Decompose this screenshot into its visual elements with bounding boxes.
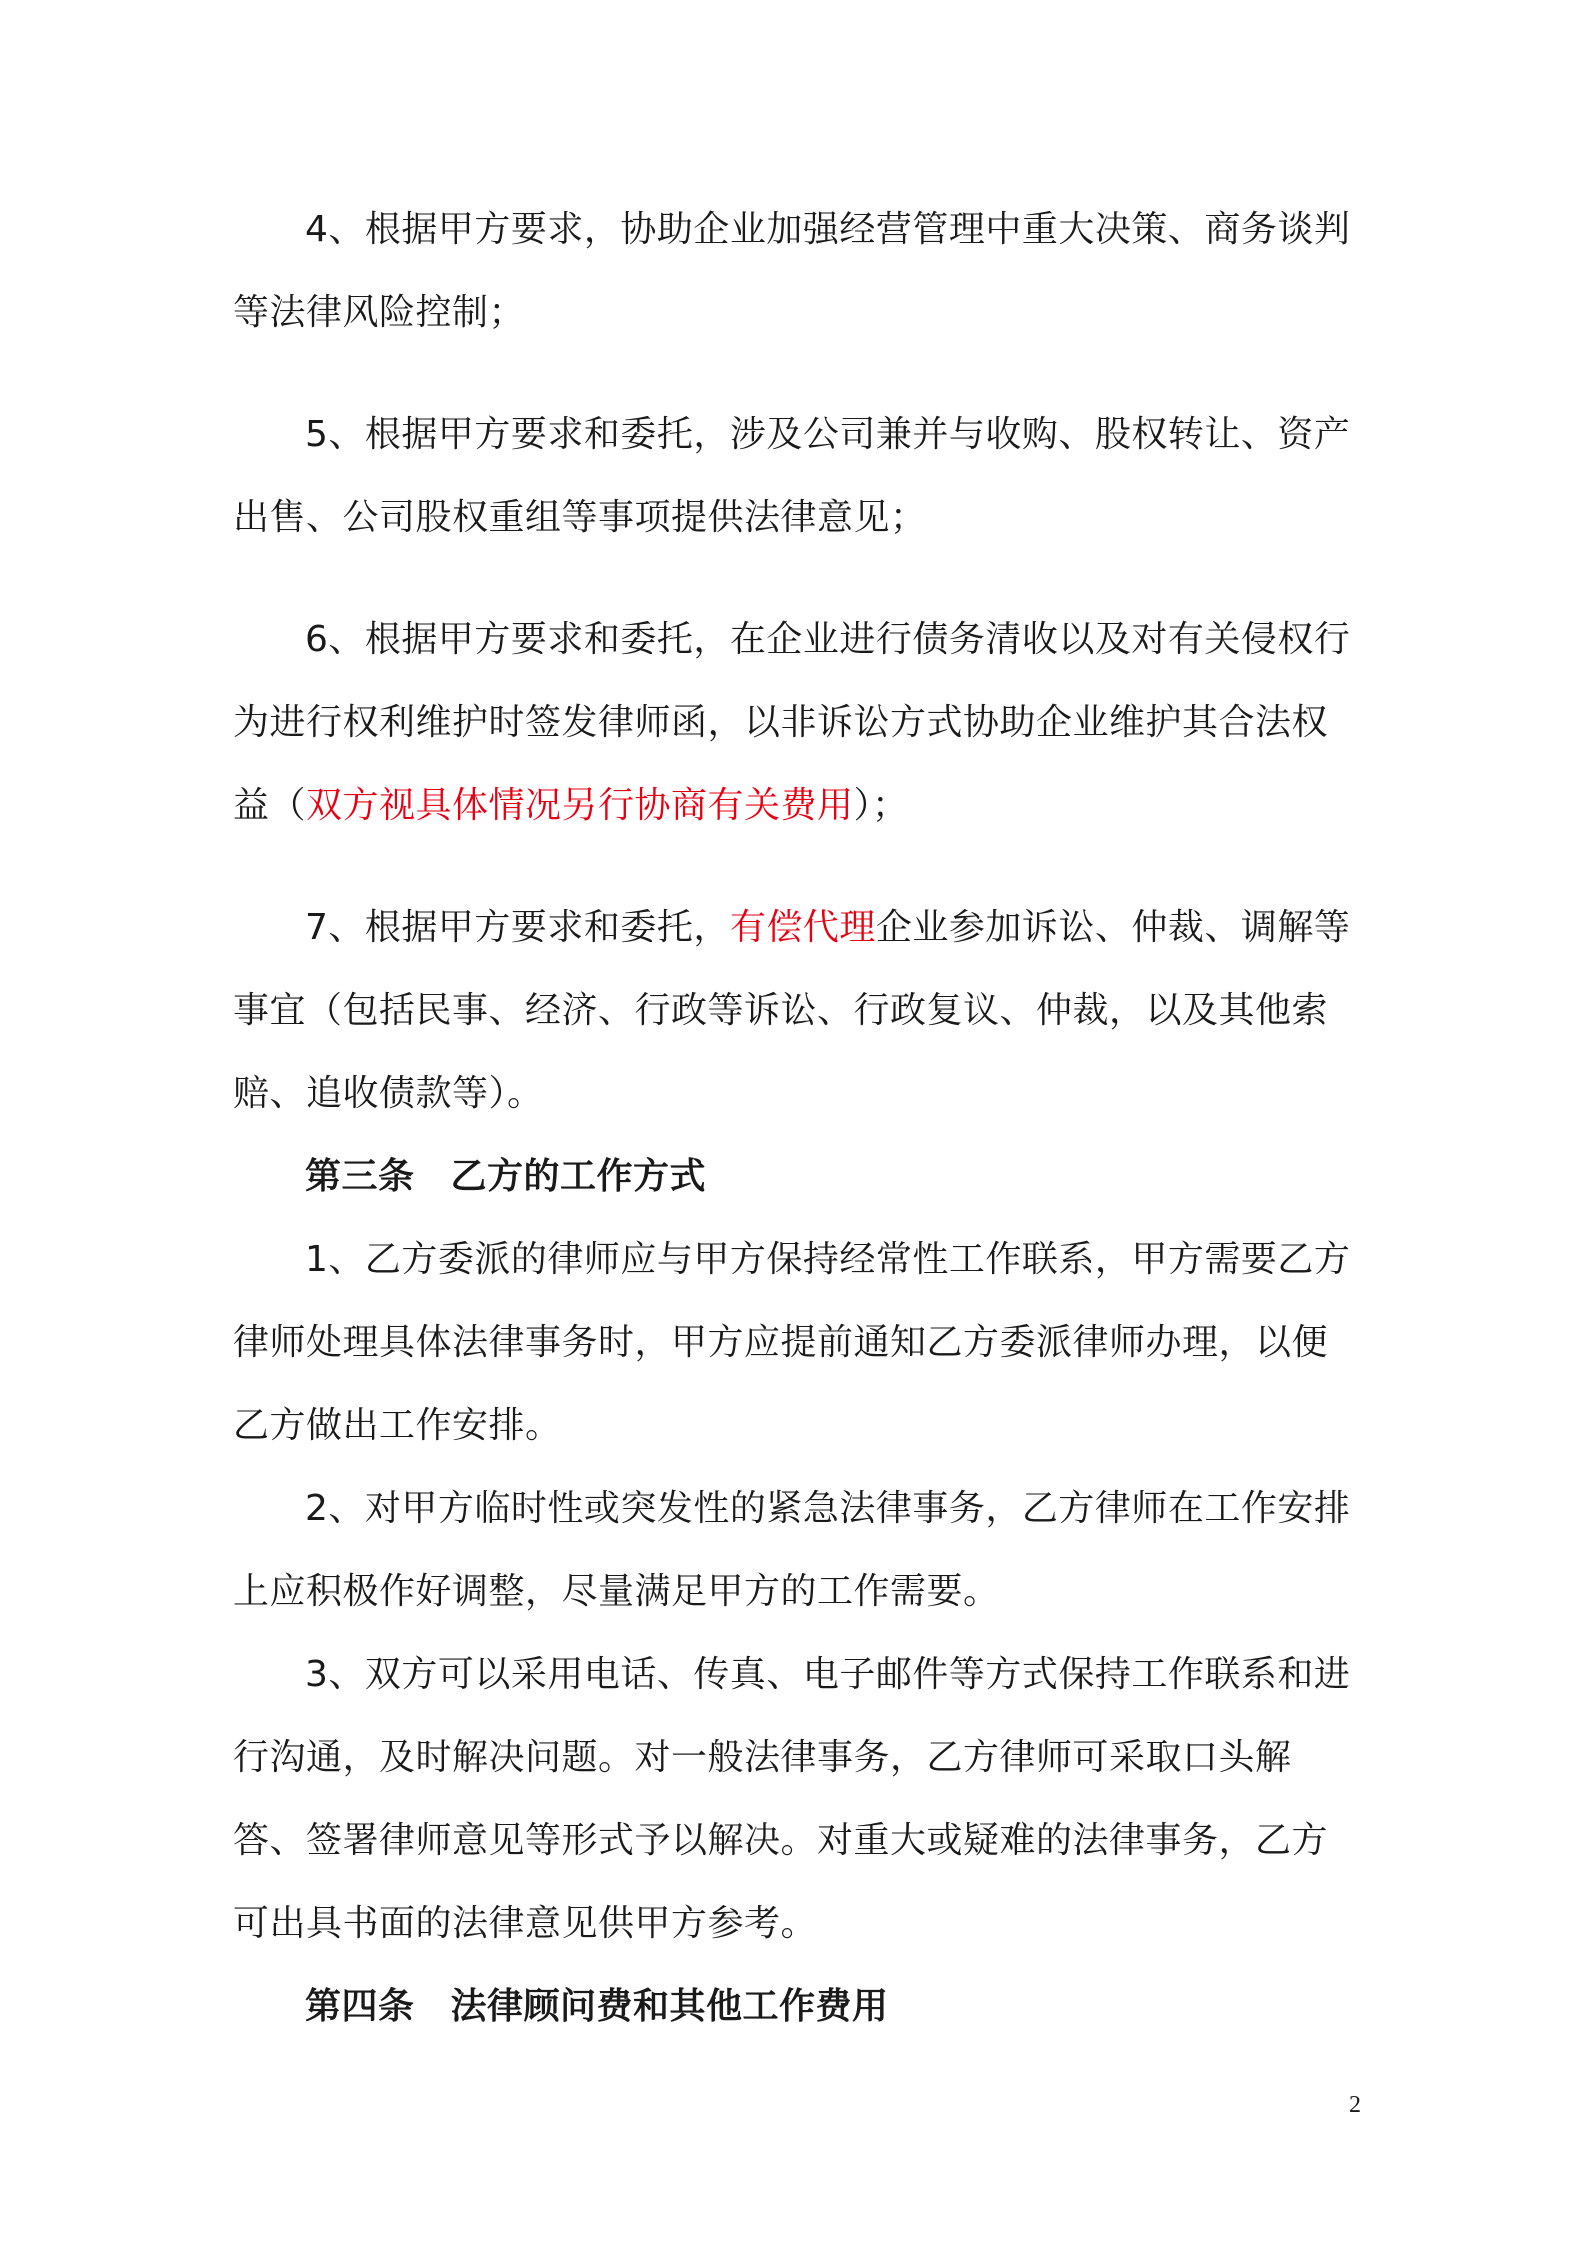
article-3-heading	[233, 1135, 1358, 1218]
clause-item-7-highlight: 有偿代理	[729, 907, 876, 948]
clause-item-7-tail: 企业参加诉讼、仲裁、调解等事宜（包括民事、经济、行政等诉讼、行政复议、仲裁，以及其他索赔、追收债款等）。	[233, 907, 1351, 1114]
clause-item-6-text: 6、根据甲方要求和委托，在企业进行债务清收以及对有关侵权行为进行权利维护时签发律师函，以非诉讼方式协助企业维护其合法权益（	[233, 619, 1351, 826]
article-4-number: 第四条	[305, 1986, 415, 2027]
article-4-title: 法律顾问费和其他工作费用	[450, 1986, 889, 2027]
clause-item-5: 5、根据甲方要求和委托，涉及公司兼并与收购、股权转让、资产出售、公司股权重组等事项提供法律意见；	[233, 414, 1351, 538]
clause-item-6-highlight: 双方视具体情况另行协商有关费用	[306, 785, 854, 826]
clause-item-6-tail: ）；	[853, 785, 909, 826]
document-body	[233, 188, 1358, 2048]
article-3-number: 第三条	[305, 1156, 415, 1197]
article-3-title: 乙方的工作方式	[450, 1156, 707, 1197]
clause-item-4: 4、根据甲方要求，协助企业加强经营管理中重大决策、商务谈判等法律风险控制；	[233, 209, 1351, 333]
article-3-clause-1: 1、乙方委派的律师应与甲方保持经常性工作联系，甲方需要乙方律师处理具体法律事务时，甲方应提前通知乙方委派律师办理，以便乙方做出工作安排。	[233, 1239, 1351, 1446]
page-number: 2	[1349, 2092, 1361, 2118]
article-3-clause-3: 3、双方可以采用电话、传真、电子邮件等方式保持工作联系和进行沟通，及时解决问题。对一般法律事务，乙方律师可采取口头解答、签署律师意见等形式予以解决。对重大或疑难的法律事务，乙方可出具书面的法律意见供甲方参考。	[233, 1654, 1351, 1944]
article-4-heading	[233, 1965, 1358, 2048]
article-3-clause-2: 2、对甲方临时性或突发性的紧急法律事务，乙方律师在工作安排上应积极作好调整，尽量满足甲方的工作需要。	[233, 1488, 1351, 1612]
clause-item-7	[233, 886, 1358, 1135]
clause-item-6	[233, 598, 1358, 847]
clause-item-7-text: 7、根据甲方要求和委托，	[305, 907, 730, 948]
